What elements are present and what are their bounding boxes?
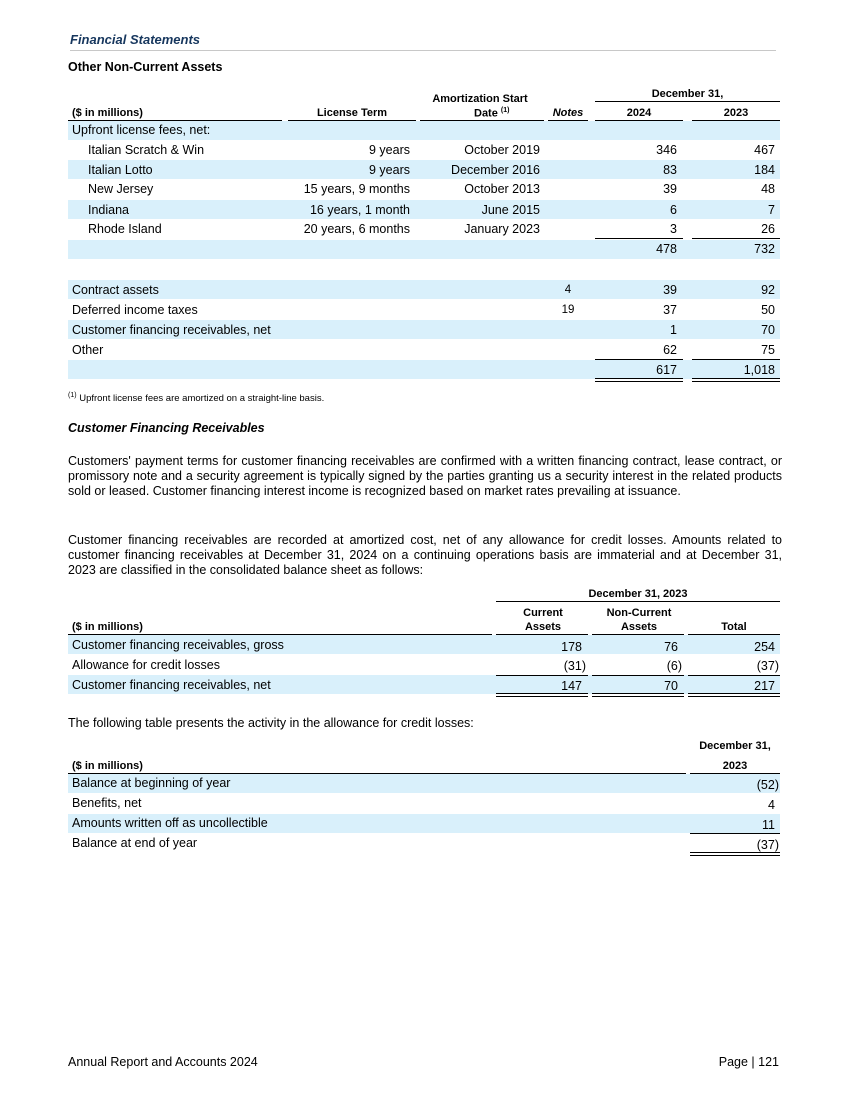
license-2024: 3 — [670, 222, 677, 236]
license-2023: 184 — [754, 163, 775, 177]
cfr-row-current: 147 — [561, 679, 582, 693]
total-double-rule — [595, 378, 683, 382]
license-name: Italian Scratch & Win — [88, 143, 205, 157]
license-subtotal-2024: 478 — [656, 242, 677, 256]
cfr-double-rule — [592, 693, 684, 697]
allowance-row-name: Balance at end of year — [72, 836, 198, 850]
license-2023: 48 — [761, 182, 775, 196]
license-term: 15 years, 9 months — [303, 182, 410, 196]
cfr-col-noncurrent-1: Non-Current — [606, 607, 672, 619]
allowance-units-header: ($ in millions) — [72, 760, 143, 772]
row-name: Deferred income taxes — [72, 303, 198, 317]
cfr-row-noncurrent: (6) — [666, 659, 682, 673]
row-2023: 70 — [761, 323, 775, 337]
row-name: Other — [72, 343, 104, 357]
license-term: 20 years, 6 months — [303, 222, 410, 236]
cfr-row-total: 254 — [754, 640, 775, 654]
license-2024: 83 — [663, 163, 677, 177]
row-2024: 62 — [663, 343, 677, 357]
cfr-col-noncurrent-2: Assets — [620, 621, 658, 633]
allowance-double-rule — [690, 852, 780, 856]
footer-report-title: Annual Report and Accounts 2024 — [68, 1055, 258, 1069]
license-2023: 7 — [768, 203, 775, 217]
subtotal-rule — [692, 238, 780, 239]
allowance-intro: The following table presents the activity in the allowance for credit losses: — [68, 716, 474, 730]
license-name: Indiana — [88, 203, 130, 217]
onca-footnote: $^{(1)}$ Upfront license fees are amortized on a straight-line basis. — [68, 392, 325, 405]
license-name: New Jersey — [88, 182, 154, 196]
cfr-paragraph-2: Customer financing receivables are recorded at amortized cost, net of any allowance for credit losses. Amounts related to customer financing receivables at December 31, 2024 on a continuing operations basis are immaterial and at December 31, 2023 are classified in the consolidated balance sheet as follows: — [68, 533, 782, 577]
onca-period-rule — [595, 101, 780, 102]
total-rule — [595, 359, 683, 360]
row-2023: 75 — [761, 343, 775, 357]
footer-page-number: Page | 121 — [718, 1055, 779, 1069]
onca-period-header: December 31, — [651, 88, 724, 100]
row-2024: 1 — [670, 323, 677, 337]
license-2023: 467 — [754, 143, 775, 157]
cfr-col-current-2: Assets — [524, 621, 562, 633]
license-2023: 26 — [761, 222, 775, 236]
section-title: Financial Statements — [70, 32, 776, 51]
cfr-units-header: ($ in millions) — [72, 621, 143, 633]
license-subtotal-2023: 732 — [754, 242, 775, 256]
onca-2023-header: 2023 — [723, 107, 749, 119]
row-2023: 92 — [761, 283, 775, 297]
cfr-sum-rule — [496, 675, 588, 676]
cfr-row-noncurrent: 76 — [664, 640, 678, 654]
license-name: Rhode Island — [88, 222, 162, 236]
license-2024: 346 — [656, 143, 677, 157]
allowance-row-value: 11 — [762, 818, 775, 832]
cfr-period-header: December 31, 2023 — [588, 588, 688, 600]
license-2024: 6 — [670, 203, 677, 217]
onca-license-term-header: License Term — [316, 107, 388, 119]
cfr-double-rule — [688, 693, 780, 697]
onca-amort-header-2: Date $^{(1)}$ — [474, 107, 510, 120]
license-term: 9 years — [369, 163, 410, 177]
cfr-title: Customer Financing Receivables — [68, 421, 265, 435]
row-note: 4 — [564, 284, 572, 296]
allowance-row-value: (52) — [756, 778, 779, 792]
cfr-sum-rule — [688, 675, 780, 676]
onca-amort-header-1: Amortization Start — [432, 93, 528, 105]
row-2024: 37 — [663, 303, 677, 317]
cfr-row-total: 217 — [754, 679, 775, 693]
license-name: Italian Lotto — [88, 163, 153, 177]
allowance-row-name: Amounts written off as uncollectible — [72, 816, 268, 830]
allowance-row-value: 4 — [768, 798, 775, 812]
allowance-period-header: December 31, — [699, 740, 771, 752]
cfr-period-rule — [496, 601, 780, 602]
allowance-row-name: Balance at beginning of year — [72, 776, 231, 790]
total-2023: 1,018 — [743, 363, 775, 377]
onca-group-label: Upfront license fees, net: — [72, 123, 211, 137]
onca-units-header: ($ in millions) — [72, 107, 143, 119]
subtotal-rule — [595, 238, 683, 239]
allowance-sum-rule — [690, 833, 780, 834]
total-rule — [692, 359, 780, 360]
cfr-row-current: (31) — [563, 659, 586, 673]
onca-title: Other Non-Current Assets — [68, 60, 223, 74]
cfr-double-rule — [496, 693, 588, 697]
cfr-row-total: (37) — [756, 659, 779, 673]
cfr-row-name: Customer financing receivables, net — [72, 678, 271, 692]
license-date: December 2016 — [451, 163, 540, 177]
license-2024: 39 — [663, 182, 677, 196]
license-date: October 2013 — [464, 182, 540, 196]
allowance-year-header: 2023 — [722, 760, 748, 772]
onca-notes-header: Notes — [552, 107, 584, 119]
license-date: October 2019 — [464, 143, 540, 157]
license-term: 9 years — [369, 143, 410, 157]
allowance-row-name: Benefits, net — [72, 796, 142, 810]
license-date: January 2023 — [464, 222, 540, 236]
cfr-paragraph-1: Customers' payment terms for customer financing receivables are confirmed with a written financing contract, lease contract, or promissory note and a security agreement is typically signed by the parties granting us a security interest in the related products sold or leased. Customer financing interest income is recognized based on market rates prevailing at issuance. — [68, 454, 782, 498]
cfr-row-name: Customer financing receivables, gross — [72, 638, 284, 652]
cfr-row-current: 178 — [561, 640, 582, 654]
allowance-row-value: (37) — [756, 838, 779, 852]
cfr-row-name: Allowance for credit losses — [72, 658, 220, 672]
onca-2024-header: 2024 — [626, 107, 652, 119]
cfr-sum-rule — [592, 675, 684, 676]
row-2023: 50 — [761, 303, 775, 317]
license-date: June 2015 — [481, 203, 540, 217]
total-2024: 617 — [656, 363, 677, 377]
license-term: 16 years, 1 month — [309, 203, 410, 217]
cfr-row-noncurrent: 70 — [664, 679, 678, 693]
row-2024: 39 — [663, 283, 677, 297]
row-note: 19 — [561, 304, 575, 316]
total-double-rule — [692, 378, 780, 382]
cfr-col-current-1: Current — [523, 607, 563, 619]
row-name: Contract assets — [72, 283, 159, 297]
row-name: Customer financing receivables, net — [72, 323, 271, 337]
cfr-col-total: Total — [721, 621, 747, 633]
